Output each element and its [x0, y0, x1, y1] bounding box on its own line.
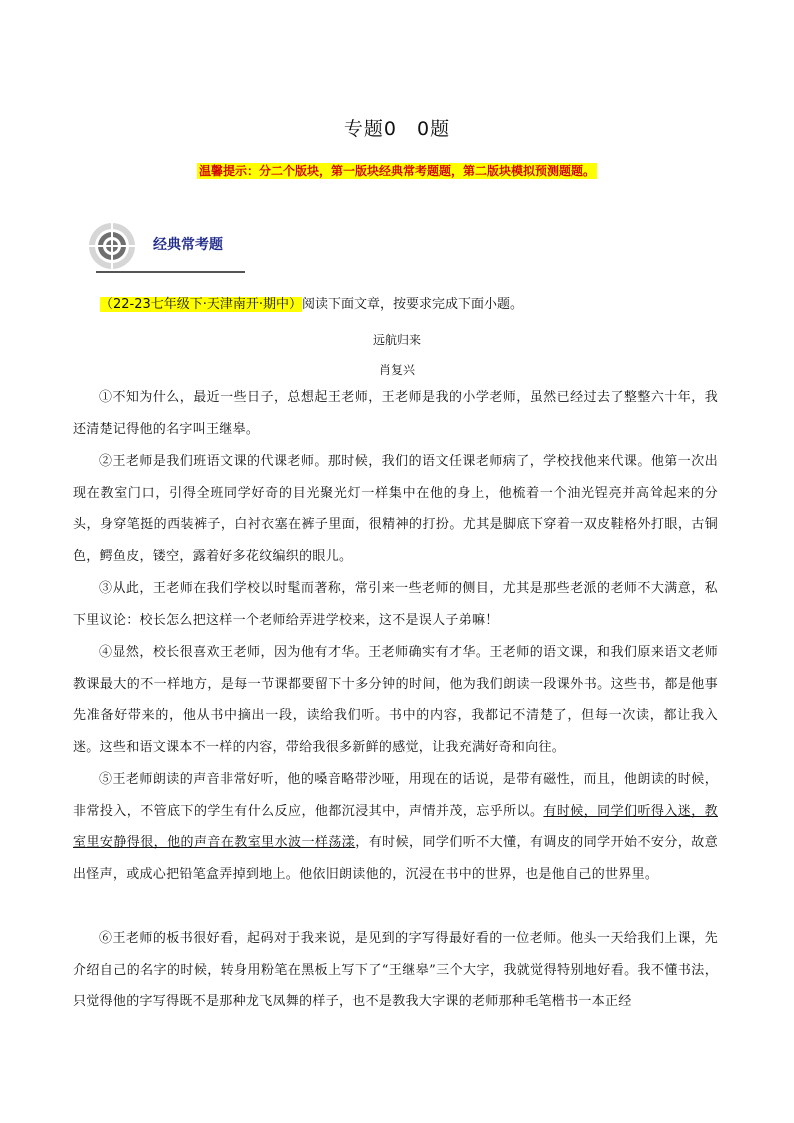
paragraph-4: ④显然，校长很喜欢王老师，因为他有才华。王老师确实有才华。王老师的语文课，和我们原来语文老师教课最大的不一样地方，是每一节课都要留下十多分钟的时间，他为我们朗读一段课外书。这些书，都是他事先准备好带来的，他从书中摘出一段，读给我们听。书中的内容，我都记不清楚了，但每一次读，都让我入迷。这些和语文课本不一样的内容，带给我很多新鲜的感觉，让我充满好奇和向往。: [73, 645, 718, 756]
tip-banner: [0, 160, 794, 179]
paragraph-1: ①不知为什么，最近一些日子，总想起王老师，王老师是我的小学老师，虽然已经过去了整整六十年，我还清楚记得他的名字叫王继皋。: [73, 390, 718, 437]
article-title: 远航归来: [372, 333, 421, 347]
paragraph-6: ⑥王老师的板书很好看，起码对于我来说，是见到的字写得最好看的一位老师。他头一天给我们上课，先介绍自己的名字的时候，转身用粉笔在黑板上写下了“王继皋”三个大字，我就觉得特别地好看。我不懂书法，只觉得他的字写得既不是那种龙飞凤舞的样子，也不是教我大字课的老师那种毛笔楷书一本正经: [73, 931, 718, 1010]
paragraph-3: ③从此，王老师在我们学校以时髦而著称，常引来一些老师的侧目，尤其是那些老派的老师不大满意，私下里议论：校长怎么把这样一个老师给弄进学校来，这不是误人子弟嘛！: [73, 581, 718, 628]
source-tag: （22-23七年级下·天津南开·期中）: [100, 297, 303, 312]
section-header: [80, 222, 250, 278]
paragraph-2: ②王老师是我们班语文课的代课老师。那时候，我们的语文任课老师病了，学校找他来代课。他第一次出现在教室门口，引得全班同学好奇的目光聚光灯一样集中在他的身上，他梳着一个油光锃亮并高耸起来的分头，身穿笔挺的西装裤子，白衬衣塞在裤子里面，很精神的打扮。尤其是脚底下穿着一双皮鞋格外打眼，古铜色，鳄鱼皮，镂空，露着好多花纹编织的眼儿。: [73, 454, 718, 565]
question-source: [100, 293, 523, 312]
underlined-sentence: 有时候，同学们听得入迷，教室里安静得很，他的声音在教室里水波一样荡漾: [73, 803, 718, 851]
paragraph-5-end: ，有时候，同学们听不大懂，有调皮的同学开始不安分，故意出怪声，或成心把铅笔盒弄掉到地上。他依旧朗读他的，沉浸在书中的世界，也是他自己的世界里。: [73, 835, 718, 883]
paragraph-5: [73, 764, 718, 891]
article-author: 肖复兴: [378, 363, 415, 377]
page-title: 专题0 0题: [343, 118, 451, 140]
paragraph-5-start: ⑤王老师朗读的声音非常好听，他的嗓音略带沙哑，用现在的话说，是带有磁性，而且，他朗读的时候，非常投入，不管底下的学生有什么反应，他都沉浸其中，声情并茂，忘乎所以。: [73, 772, 718, 819]
source-instruction: 阅读下面文章，按要求完成下面小题。: [302, 297, 524, 312]
tip-text: 温馨提示：分二个版块，第一版块经典常考题题，第二版块模拟预测题题。: [198, 164, 595, 178]
section-label: 经典常考题: [153, 237, 223, 253]
